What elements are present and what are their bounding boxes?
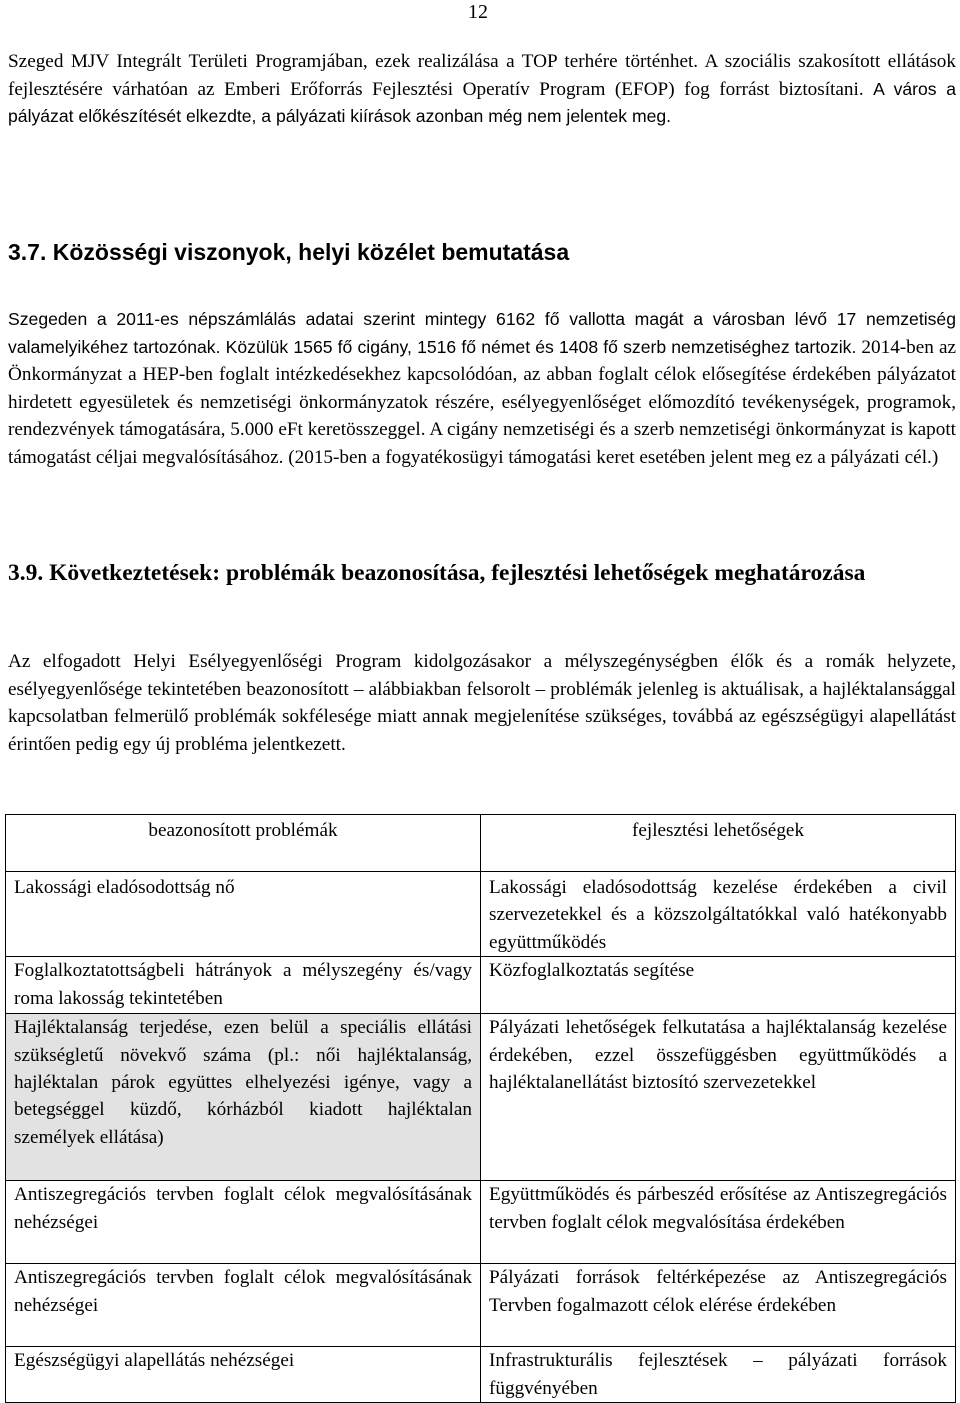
- table-row: [6, 957, 956, 1014]
- problems-table: [5, 814, 956, 1403]
- development-cell: Pályázati források feltérképezése az Antiszegregációs Tervben fogalmazott célok elérése érdekében: [481, 1264, 956, 1347]
- table-row: [6, 1264, 956, 1347]
- problem-cell: Lakossági eladósodottság nő: [6, 872, 481, 957]
- problem-cell: Antiszegregációs tervben foglalt célok megvalósításának nehézségei: [6, 1264, 481, 1347]
- section-3-9-paragraph: Az elfogadott Helyi Esélyegyenlőségi Program kidolgozásakor a mélyszegénységben élők és a romák helyzete, esélyegyenlősége tekintetében beazonosított – alábbiakban felsorolt – problémák jelenleg is aktuálisak, a hajléktalansággal kapcsolatban felmerülő problémák sokfélesége miatt annak megjelenítése szükséges, továbbá az egészségügyi alapellátást érintően pedig egy új probléma jelentkezett.: [8, 651, 956, 755]
- intro-paragraph: [8, 48, 956, 131]
- section-3-7-text-serif: 2014-ben az Önkormányzat a HEP-ben foglalt intézkedésekhez kapcsolódóan, az abban foglalt célok elősegítése érdekében pályázatot hirdetett egyesületek és nemzetiségi önkormányzatok részére, esélyegyenlőséget előmozdító tevékenységek, programok, rendezvények támogatására, 5.000 eFt keretösszeggel. A cigány nemzetiségi és a szerb nemzetiségi önkormányzat is kapott támogatást céljai megvalósításához. (2015-ben a fogyatékosügyi támogatási keret esetében jelent meg ez a pályázati cél.): [8, 336, 956, 468]
- intro-text-sans: A város a pályázat előkészítését elkezdte, a pályázati kiírások azonban még nem jelentek meg.: [8, 78, 957, 127]
- page-number: 12: [468, 1, 488, 23]
- table-row: [6, 1014, 956, 1181]
- section-3-9-heading: 3.9. Következtetések: problémák beazonosítása, fejlesztési lehetőségek meghatározása: [8, 560, 866, 586]
- problem-cell: Egészségügyi alapellátás nehézségei: [6, 1347, 481, 1403]
- section-3-7-heading: 3.7. Közösségi viszonyok, helyi közélet bemutatása: [8, 239, 570, 265]
- development-cell: Lakossági eladósodottság kezelése érdekében a civil szervezetekkel és a közszolgáltatókkal való hatékonyabb együttműködés: [481, 872, 956, 957]
- table-header-problems: beazonosított problémák: [6, 815, 481, 872]
- problem-cell: Foglalkoztatottságbeli hátrányok a mélyszegény és/vagy roma lakosság tekintetében: [6, 957, 481, 1014]
- problem-cell: Antiszegregációs tervben foglalt célok megvalósításának nehézségei: [6, 1181, 481, 1264]
- table-header-development: fejlesztési lehetőségek: [481, 815, 956, 872]
- table-row: [6, 872, 956, 957]
- table-row: [6, 1347, 956, 1403]
- intro-text-serif: Szeged MJV Integrált Területi Programjában, ezek realizálása a TOP terhére történhet. A szociális szakosított ellátások fejlesztésére várhatóan az Emberi Erőforrás Fejlesztési Operatív Program (EFOP) fog forrást biztosítani.: [8, 51, 956, 100]
- table-header-row: [6, 815, 956, 872]
- section-3-7-paragraph: [8, 306, 956, 472]
- section-3-7-text-sans: Szegeden a 2011-es népszámlálás adatai szerint mintegy 6162 fő vallotta magát a városban lévő 17 nemzetiség valamelyikéhez tartozónak. Közülük 1565 fő cigány, 1516 fő német és 1408 fő szerb nemzetiséghez tartozik.: [8, 309, 956, 357]
- development-cell: Együttműködés és párbeszéd erősítése az Antiszegregációs tervben foglalt célok megvalósítása érdekében: [481, 1181, 956, 1264]
- problem-cell-highlighted: Hajléktalanság terjedése, ezen belül a speciális ellátási szükségletű növekvő száma (pl.: női hajléktalanság, hajléktalan párok együttes elhelyezési igénye, vagy a betegséggel küzdő, kórházból kiadott hajléktalan személyek ellátása): [6, 1014, 481, 1181]
- table-row: [6, 1181, 956, 1264]
- development-cell: Közfoglalkoztatás segítése: [481, 957, 956, 1014]
- development-cell: Pályázati lehetőségek felkutatása a hajléktalanság kezelése érdekében, ezzel összefüggésben együttműködés a hajléktalanellátást biztosító szervezetekkel: [481, 1014, 956, 1181]
- development-cell: Infrastrukturális fejlesztések – pályázati források függvényében: [481, 1347, 956, 1403]
